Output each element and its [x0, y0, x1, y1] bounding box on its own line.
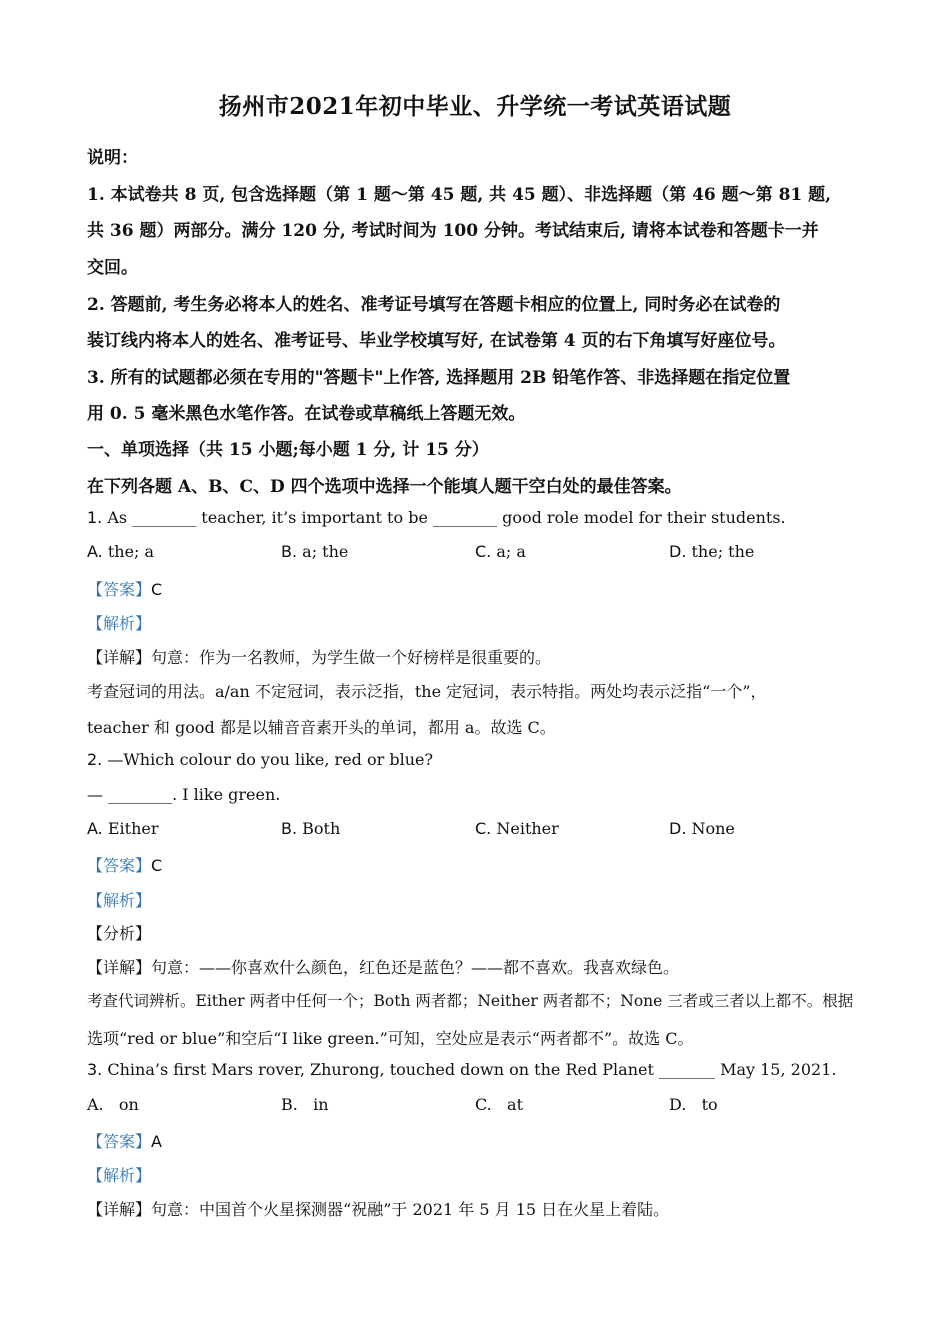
instruction-2-line-1: 2. 答题前, 考生务必将本人的姓名、准考证号填写在答题卡相应的位置上, 同时务必在试卷的 [87, 295, 781, 315]
question-2-fenxi-tag: 【分析】 [87, 924, 152, 943]
question-3-analysis-tag: 【解析】 [87, 1166, 152, 1185]
question-2-option-c: C. Neither [475, 819, 559, 838]
question-2-answer [87, 853, 162, 876]
question-2-option-d: D. None [669, 819, 735, 838]
question-1-number: 1. [87, 508, 103, 527]
question-1-option-c: C. a; a [475, 542, 526, 561]
question-2-option-b: B. Both [281, 819, 341, 838]
question-1-text: As ________ teacher, it’s important to be ________ good role model for their students. [102, 508, 786, 527]
instruction-1-line-3: 交回。 [87, 258, 138, 278]
question-3-number: 3. [87, 1060, 103, 1079]
question-3-text: China’s first Mars rover, Zhurong, touched down on the Red Planet _______ May 15, 2021. [102, 1060, 837, 1079]
instruction-3-line-1: 3. 所有的试题都必须在专用的"答题卡"上作答, 选择题用 2B 铅笔作答、非选择题在指定位置 [87, 368, 791, 388]
section-direction: 在下列各题 A、B、C、D 四个选项中选择一个能填人题干空白处的最佳答案。 [87, 477, 682, 497]
page-title: 扬州市2021年初中毕业、升学统一考试英语试题 [218, 93, 732, 120]
question-2-text: —Which colour do you like, red or blue? [102, 750, 434, 769]
section-heading: 一、单项选择（共 15 小题;每小题 1 分, 计 15 分） [87, 440, 489, 460]
answer-value: A [151, 1132, 162, 1151]
question-3-option-d: D. to [669, 1095, 718, 1114]
question-1-option-b: B. a; the [281, 542, 349, 561]
instruction-1-line-1: 1. 本试卷共 8 页, 包含选择题（第 1 题～第 45 题, 共 45 题）、非选择题（第 46 题～第 81 题, [87, 185, 832, 205]
instructions-heading: 说明： [87, 148, 138, 168]
question-3-option-b: B. in [281, 1095, 329, 1114]
question-2-option-a: A. Either [87, 819, 159, 838]
question-2-stem-2: — ________. I like green. [87, 785, 281, 804]
question-2-stem [87, 750, 433, 769]
question-3-stem [87, 1060, 836, 1079]
question-1-explanation-2: teacher 和 good 都是以辅音音素开头的单词，都用 a。故选 C。 [87, 718, 556, 737]
answer-tag: 【答案】 [87, 580, 152, 599]
answer-value: C [151, 856, 163, 875]
question-1-answer [87, 577, 162, 600]
answer-value: C [151, 580, 163, 599]
instruction-1-line-2: 共 36 题）两部分。满分 120 分, 考试时间为 100 分钟。考试结束后, 请将本试卷和答题卡一并 [87, 221, 819, 241]
question-3-option-c: C. at [475, 1095, 523, 1114]
question-1-stem [87, 508, 786, 527]
question-1-detail: 【详解】句意：作为一名教师，为学生做一个好榜样是很重要的。 [87, 648, 552, 667]
question-2-explanation-2: 选项“red or blue”和空后“I like green.”可知，空处应是表示“两者都不”。故选 C。 [87, 1029, 694, 1048]
question-1-option-a: A. the; a [87, 542, 155, 561]
answer-tag: 【答案】 [87, 856, 152, 875]
question-2-number: 2. [87, 750, 103, 769]
question-2-analysis-tag: 【解析】 [87, 891, 152, 910]
answer-tag: 【答案】 [87, 1132, 152, 1151]
question-1-option-d: D. the; the [669, 542, 755, 561]
question-2-detail: 【详解】句意：——你喜欢什么颜色，红色还是蓝色？——都不喜欢。我喜欢绿色。 [87, 958, 680, 977]
question-3-detail: 【详解】句意：中国首个火星探测器“祝融”于 2021 年 5 月 15 日在火星上着陆。 [87, 1200, 670, 1219]
question-3-option-a: A. on [87, 1095, 139, 1114]
instruction-3-line-2: 用 0. 5 毫米黑色水笔作答。在试卷或草稿纸上答题无效。 [87, 404, 526, 424]
question-3-answer [87, 1129, 162, 1152]
question-1-analysis-tag: 【解析】 [87, 614, 152, 633]
question-2-explanation-1: 考查代词辨析。Either 两者中任何一个；Both 两者都；Neither 两者都不；None 三者或三者以上都不。根据 [87, 992, 854, 1010]
question-1-explanation-1: 考查冠词的用法。a/an 不定冠词，表示泛指，the 定冠词，表示特指。两处均表示泛指“一个”， [87, 682, 767, 701]
instruction-2-line-2: 装订线内将本人的姓名、准考证号、毕业学校填写好, 在试卷第 4 页的右下角填写好座位号。 [87, 331, 786, 351]
